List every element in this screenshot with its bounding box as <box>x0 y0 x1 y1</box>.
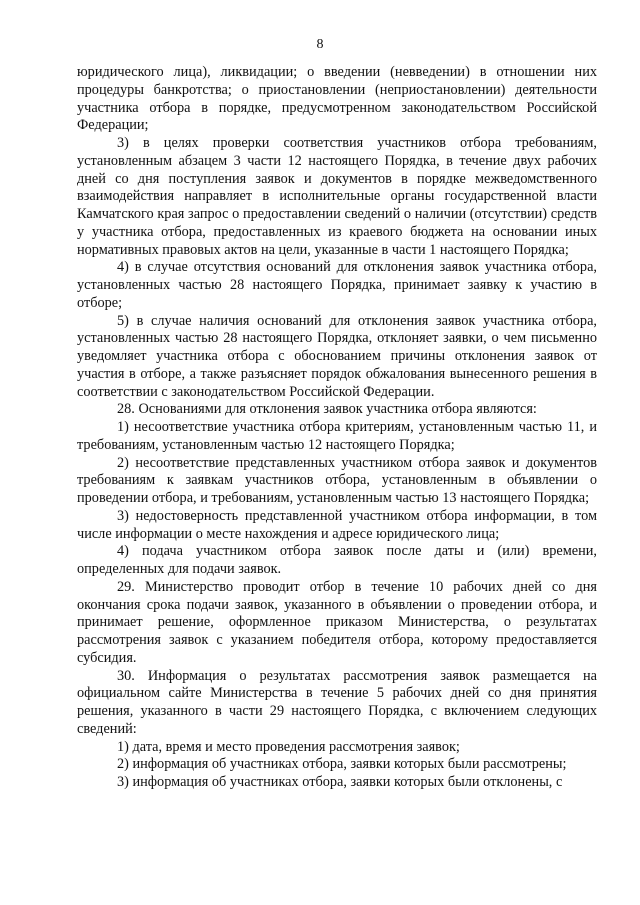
paragraph-28-item-4: 4) подача участником отбора заявок после даты и (или) времени, определенных для подачи заявок. <box>77 543 597 577</box>
paragraph-section-30: 30. Информация о результатах рассмотрения заявок размещается на официальном сайте Министерства в течение 5 рабочих дней со дня принятия решения, указанного в части 29 настоящего Порядка, с включением следующих сведений: <box>77 667 597 737</box>
paragraph-28-item-2: 2) несоответствие представленных участником отбора заявок и документов требованиям к заявкам участников отбора, установленным в объявлении о проведении отбора, и требованиям, установленным частью 13 настоящего Порядка; <box>77 454 597 506</box>
paragraph-item-5: 5) в случае наличия оснований для отклонения заявок участника отбора, установленных частью 28 настоящего Порядка, отклоняет заявки, о чем письменно уведомляет участника отбора с обоснованием причины отклонения заявок от участия в отборе, а также разъясняет порядок обжалования вынесенного решения в соответствии с законодательством Российской Федерации. <box>77 312 597 400</box>
paragraph-item-4: 4) в случае отсутствия оснований для отклонения заявок участника отбора, установленных частью 28 настоящего Порядка, принимает заявку к участию в отборе; <box>77 259 597 311</box>
paragraph-30-item-1: 1) дата, время и место проведения рассмотрения заявок; <box>117 738 460 755</box>
paragraph-28-item-1: 1) несоответствие участника отбора критериям, установленным частью 11, и требованиям, установленным частью 12 настоящего Порядка; <box>77 419 597 453</box>
paragraph-item-3: 3) в целях проверки соответствия участников отбора требованиям, установленным абзацем 3 части 12 настоящего Порядка, в течение двух рабочих дней со дня поступления заявок и документов в порядке межведомственного взаимодействия направляет в исполнительные органы государственной власти Камчатского края запрос о предоставлении сведений о наличии (отсутствии) средств у участника отбора, предоставленных из краевого бюджета на основании иных нормативных правовых актов на цели, указанные в части 1 настоящего Порядка; <box>77 135 597 258</box>
paragraph-continuation: юридического лица), ликвидации; о введении (невведении) в отношении них процедуры банкротства; о приостановлении (неприостановлении) деятельности участника отбора в порядке, предусмотренном законодательством Российской Федерации; <box>77 64 597 134</box>
paragraph-30-item-2: 2) информация об участниках отбора, заявки которых были рассмотрены; <box>117 756 567 773</box>
paragraph-section-29: 29. Министерство проводит отбор в течение 10 рабочих дней со дня окончания срока подачи заявок, указанного в объявлении о проведении отбора, и принимает решение, оформленное приказом Министерства, о результатах рассмотрения заявок с указанием победителя отбора, которому предоставляется субсидия. <box>77 578 597 666</box>
page-number: 8 <box>316 37 324 52</box>
paragraph-30-item-3: 3) информация об участниках отбора, заявки которых были отклонены, с <box>117 774 563 790</box>
document-body <box>77 64 597 792</box>
paragraph-section-28: 28. Основаниями для отклонения заявок участника отбора являются: <box>117 401 537 418</box>
paragraph-28-item-3: 3) недостоверность представленной участником отбора информации, в том числе информации о месте нахождения и адресе юридического лица; <box>77 507 597 542</box>
